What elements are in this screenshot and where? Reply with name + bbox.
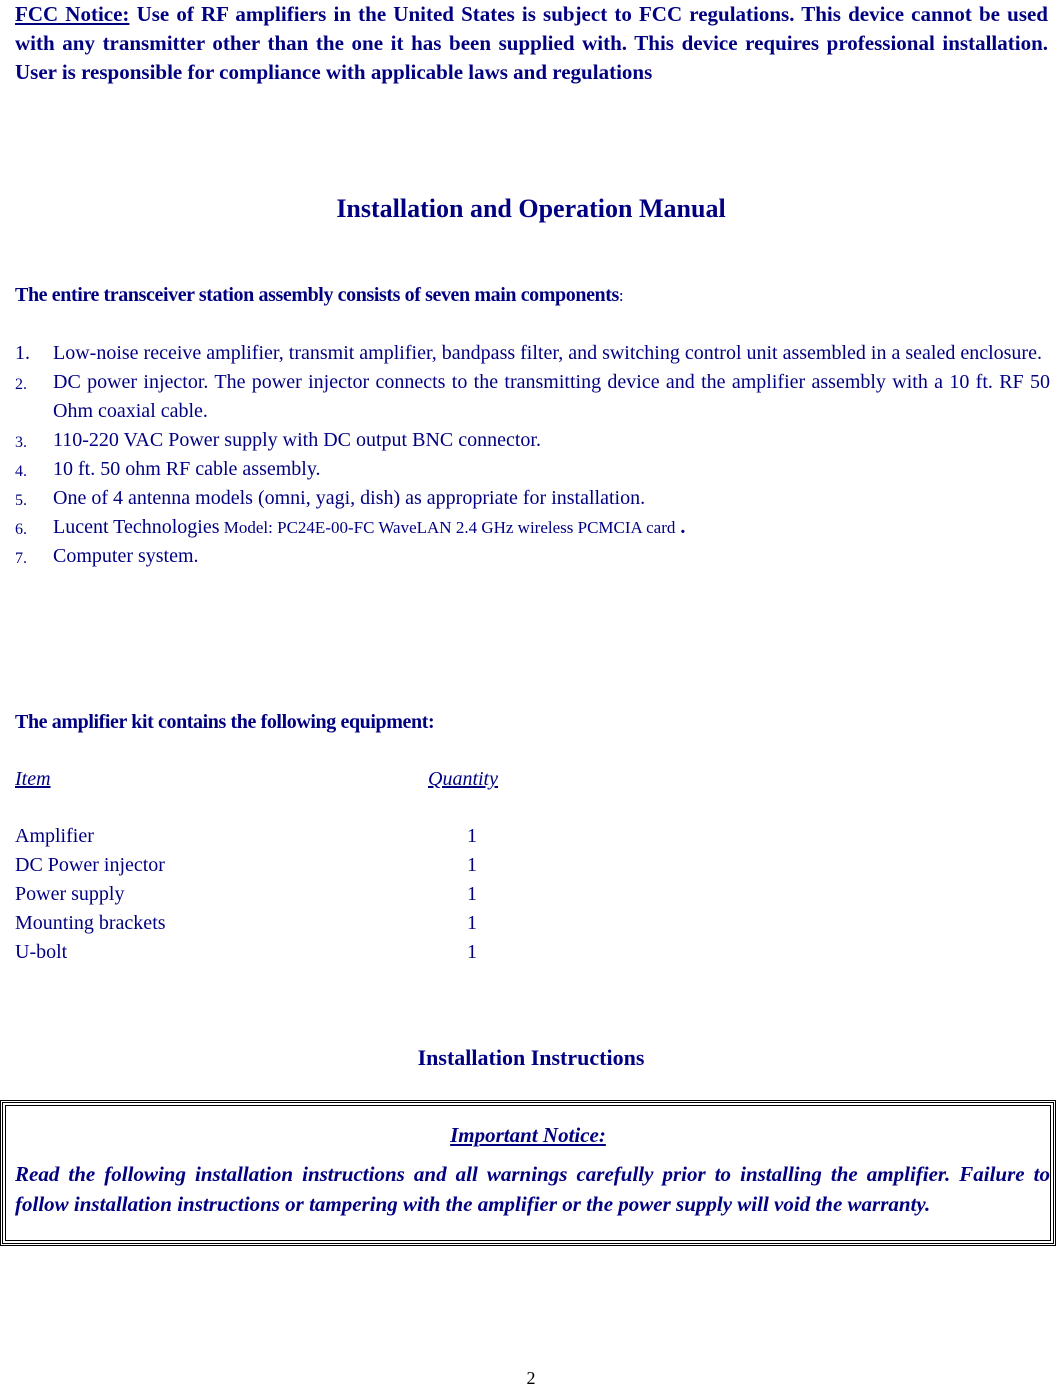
fcc-notice-text: Use of RF amplifiers in the United States is subject to FCC regulations. This device cannot be used with any transmitter other than the one it has been supplied with. This device requires professional installation. User is responsible for compliance with applicable laws and regulations	[15, 2, 1048, 84]
list-item	[15, 455, 1050, 484]
item-quantity: 1	[467, 912, 477, 934]
page-number: 2	[526, 1368, 536, 1388]
list-item	[15, 484, 1050, 513]
list-item-number: 1.	[15, 342, 30, 364]
list-item-text: One of 4 antenna models (omni, yagi, dish) as appropriate for installation.	[53, 487, 646, 509]
table-row	[15, 854, 535, 883]
important-notice-title: Important Notice:	[450, 1123, 606, 1147]
list-item	[15, 542, 1050, 571]
list-item-number: 3.	[15, 434, 27, 451]
kit-heading: The amplifier kit contains the following equipment:	[15, 711, 435, 733]
list-item	[15, 339, 1050, 368]
table-row	[15, 912, 535, 941]
column-header-item: Item	[15, 768, 51, 790]
item-quantity: 1	[467, 854, 477, 876]
item-name: Amplifier	[15, 825, 94, 847]
list-item-text: Lucent Technologies	[53, 516, 220, 538]
list-item	[15, 513, 1050, 542]
table-row	[15, 883, 535, 912]
list-item-number: 4.	[15, 463, 27, 480]
card-model: Model: PC24E-00-FC WaveLAN 2.4 GHz wireless PCMCIA card	[219, 518, 676, 537]
column-header-quantity: Quantity	[428, 768, 498, 790]
components-list	[15, 339, 1050, 571]
list-item-number: 7.	[15, 550, 27, 567]
list-item-text: Computer system.	[53, 545, 199, 567]
list-item-number: 2.	[15, 376, 27, 393]
fcc-notice	[15, 0, 1048, 87]
item-quantity: 1	[467, 883, 477, 905]
item-name: DC Power injector	[15, 854, 165, 876]
installation-title: Installation Instructions	[417, 1045, 645, 1070]
components-heading-colon: :	[618, 286, 624, 305]
list-item-text: 110-220 VAC Power supply with DC output BNC connector.	[53, 429, 541, 451]
item-name: U-bolt	[15, 941, 68, 963]
components-heading	[15, 284, 623, 307]
list-item-number: 6.	[15, 521, 27, 538]
list-item-text: Low-noise receive amplifier, transmit amplifier, bandpass filter, and switching control unit assembled in a sealed enclosure.	[53, 342, 1042, 364]
table-row	[15, 825, 535, 854]
page-title: Installation and Operation Manual	[336, 194, 726, 223]
list-item	[15, 368, 1050, 426]
important-notice-text: Read the following installation instructions and all warnings carefully prior to installing the amplifier. Failure to follow installation instructions or tampering with the amplifier or the power supply will void the warranty.	[15, 1162, 1050, 1216]
item-name: Mounting brackets	[15, 912, 166, 934]
table-row	[15, 941, 535, 970]
important-notice-box	[0, 1100, 1056, 1246]
list-item-end: .	[675, 516, 686, 538]
list-item	[15, 426, 1050, 455]
components-heading-text: The entire transceiver station assembly consists of seven main components	[15, 284, 619, 306]
item-quantity: 1	[467, 825, 477, 847]
list-item-text: 10 ft. 50 ohm RF cable assembly.	[53, 458, 321, 480]
item-quantity: 1	[467, 941, 477, 963]
fcc-notice-label: FCC Notice:	[15, 2, 130, 26]
item-name: Power supply	[15, 883, 125, 905]
list-item-text: DC power injector. The power injector connects to the transmitting device and the amplifier assembly with a 10 ft. RF 50 Ohm coaxial cable.	[53, 371, 1050, 422]
list-item-number: 5.	[15, 492, 27, 509]
